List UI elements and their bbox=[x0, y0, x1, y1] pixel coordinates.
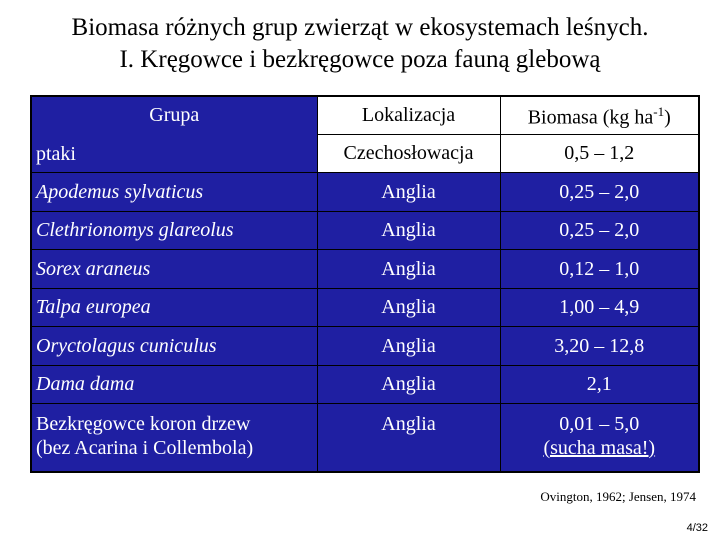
cell-lokalizacja: Anglia bbox=[317, 211, 500, 250]
cell-lokalizacja: Anglia bbox=[317, 288, 500, 327]
header-lokalizacja: Lokalizacja bbox=[317, 96, 500, 134]
cell-lokalizacja: Anglia bbox=[317, 327, 500, 366]
cell-grupa-ptaki: ptaki bbox=[36, 143, 76, 165]
page-number: 4/32 bbox=[686, 522, 708, 534]
table-row bbox=[31, 365, 699, 404]
cell-grupa-line-1: Bezkręgowce koron drzew bbox=[36, 413, 251, 435]
cell-lokalizacja: Czechosłowacja bbox=[317, 134, 500, 173]
cell-lokalizacja: Anglia bbox=[317, 404, 500, 472]
table-row bbox=[31, 327, 699, 366]
cell-grupa: Apodemus sylvaticus bbox=[31, 173, 317, 212]
table-row bbox=[31, 250, 699, 289]
cell-biomasa: 1,00 – 4,9 bbox=[500, 288, 699, 327]
slide-title bbox=[0, 12, 720, 76]
cell-lokalizacja: Anglia bbox=[317, 173, 500, 212]
title-line-1: Biomasa różnych grup zwierząt w ekosystemach leśnych. bbox=[71, 14, 649, 41]
cell-lokalizacja: Anglia bbox=[317, 250, 500, 289]
table-row bbox=[31, 173, 699, 212]
cell-grupa: Clethrionomys glareolus bbox=[31, 211, 317, 250]
cell-grupa bbox=[31, 404, 317, 472]
cell-grupa: Dama dama bbox=[31, 365, 317, 404]
cell-grupa-line-2: (bez Acarina i Collembola) bbox=[36, 437, 254, 459]
source-citation: Ovington, 1962; Jensen, 1974 bbox=[540, 489, 696, 504]
cell-biomasa-line-1: 0,01 – 5,0 bbox=[559, 413, 640, 435]
table-row bbox=[31, 404, 699, 472]
cell-biomasa: 0,25 – 2,0 bbox=[500, 173, 699, 212]
header-biomasa-text: Biomasa (kg ha bbox=[527, 107, 654, 130]
table-header-row bbox=[31, 96, 699, 134]
table-row bbox=[31, 288, 699, 327]
cell-grupa: Talpa europea bbox=[31, 288, 317, 327]
header-biomasa-close: ) bbox=[664, 107, 671, 130]
cell-biomasa: 0,5 – 1,2 bbox=[500, 134, 699, 173]
cell-grupa: Oryctolagus cuniculus bbox=[31, 327, 317, 366]
cell-biomasa: 2,1 bbox=[500, 365, 699, 404]
table-row bbox=[31, 211, 699, 250]
header-biomasa bbox=[500, 96, 699, 134]
cell-lokalizacja: Anglia bbox=[317, 365, 500, 404]
header-grupa-label: Grupa bbox=[149, 104, 200, 126]
biomass-table bbox=[30, 95, 700, 473]
header-biomasa-exponent: -1 bbox=[653, 104, 665, 120]
cell-biomasa: 0,25 – 2,0 bbox=[500, 211, 699, 250]
title-line-2: I. Kręgowce i bezkręgowce poza fauną glebową bbox=[119, 46, 601, 73]
cell-biomasa: 0,12 – 1,0 bbox=[500, 250, 699, 289]
cell-biomasa bbox=[500, 404, 699, 472]
cell-biomasa-line-2: (sucha masa!) bbox=[543, 437, 656, 459]
cell-biomasa: 3,20 – 12,8 bbox=[500, 327, 699, 366]
cell-grupa: Sorex araneus bbox=[31, 250, 317, 289]
